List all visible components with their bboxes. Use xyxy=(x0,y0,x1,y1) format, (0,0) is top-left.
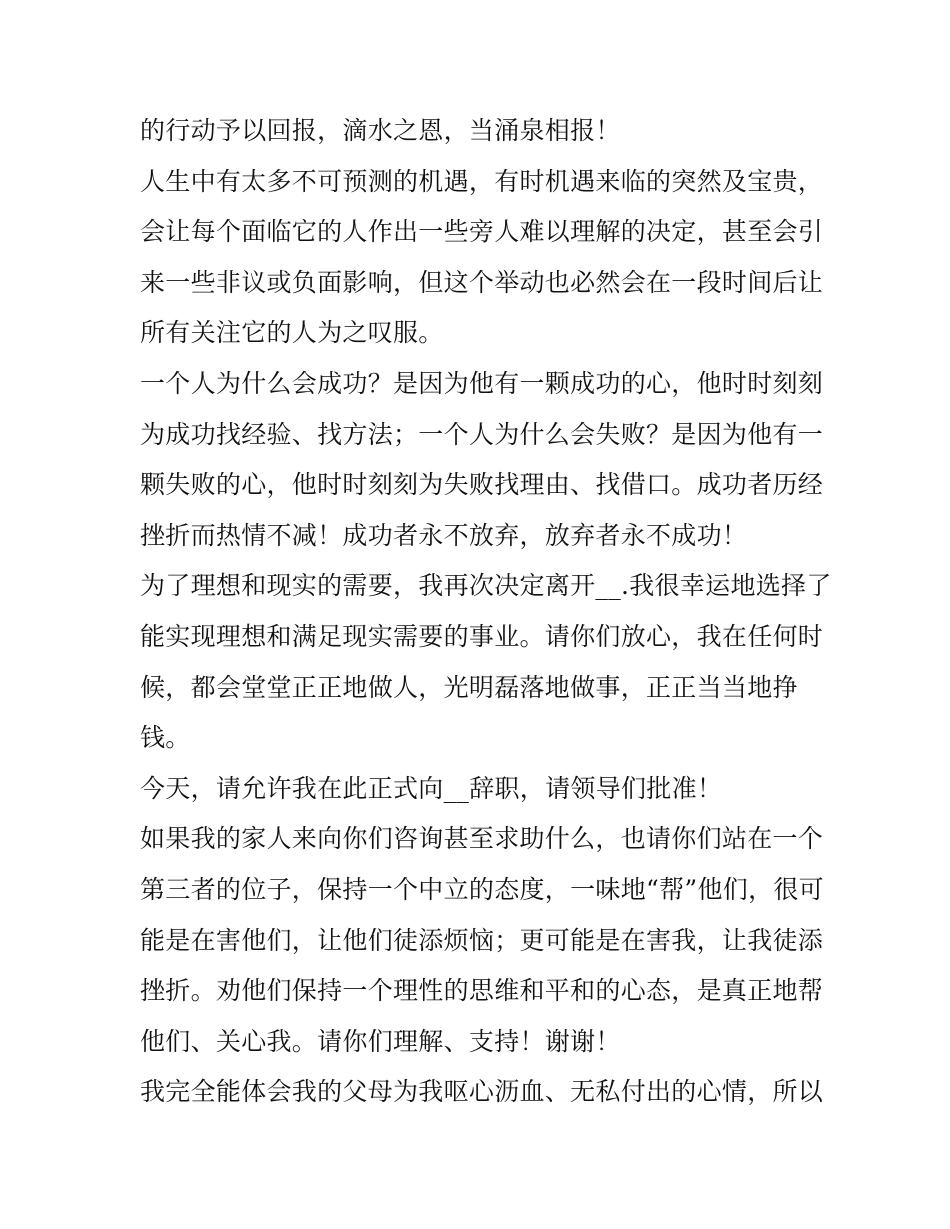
text-line: 一个人为什么会成功？是因为他有一颗成功的心，他时时刻刻 xyxy=(140,368,824,398)
text-line: 颗失败的心，他时时刻刻为失败找理由、找借口。成功者历经 xyxy=(140,470,824,500)
text-line: 会让每个面临它的人作出一些旁人难以理解的决定，甚至会引 xyxy=(140,217,824,247)
text-line: 人生中有太多不可预测的机遇，有时机遇来临的突然及宝贵， xyxy=(140,166,824,196)
text-line: 为了理想和现实的需要，我再次决定离开__.我很幸运地选择了 xyxy=(140,571,832,601)
text-line: 能实现理想和满足现实需要的事业。请你们放心，我在任何时 xyxy=(140,621,824,651)
text-line: 挫折而热情不减！成功者永不放弃，放弃者永不成功！ xyxy=(140,520,748,550)
text-line: 今天，请允许我在此正式向__辞职，请领导们批准！ xyxy=(140,773,723,803)
text-line: 如果我的家人来向你们咨询甚至求助什么，也请你们站在一个 xyxy=(140,824,824,854)
text-line: 所有关注它的人为之叹服。 xyxy=(140,318,444,348)
text-line: 第三者的位子，保持一个中立的态度，一味地“帮”他们，很可 xyxy=(140,874,824,904)
text-line: 能是在害他们，让他们徒添烦恼；更可能是在害我，让我徒添 xyxy=(140,925,824,955)
text-line: 为成功找经验、找方法；一个人为什么会失败？是因为他有一 xyxy=(140,419,824,449)
text-line: 我完全能体会我的父母为我呕心沥血、无私付出的心情，所以 xyxy=(140,1077,824,1107)
text-line: 钱。 xyxy=(140,723,191,753)
text-line: 来一些非议或负面影响，但这个举动也必然会在一段时间后让 xyxy=(140,267,824,297)
text-line: 挫折。劝他们保持一个理性的思维和平和的心态，是真正地帮 xyxy=(140,976,824,1006)
document-body xyxy=(140,106,832,1118)
text-line: 候，都会堂堂正正地做人，光明磊落地做事，正正当当地挣 xyxy=(140,672,798,702)
text-line: 的行动予以回报，滴水之恩，当涌泉相报！ xyxy=(140,116,621,145)
text-line: 他们、关心我。请你们理解、支持！谢谢！ xyxy=(140,1026,621,1056)
